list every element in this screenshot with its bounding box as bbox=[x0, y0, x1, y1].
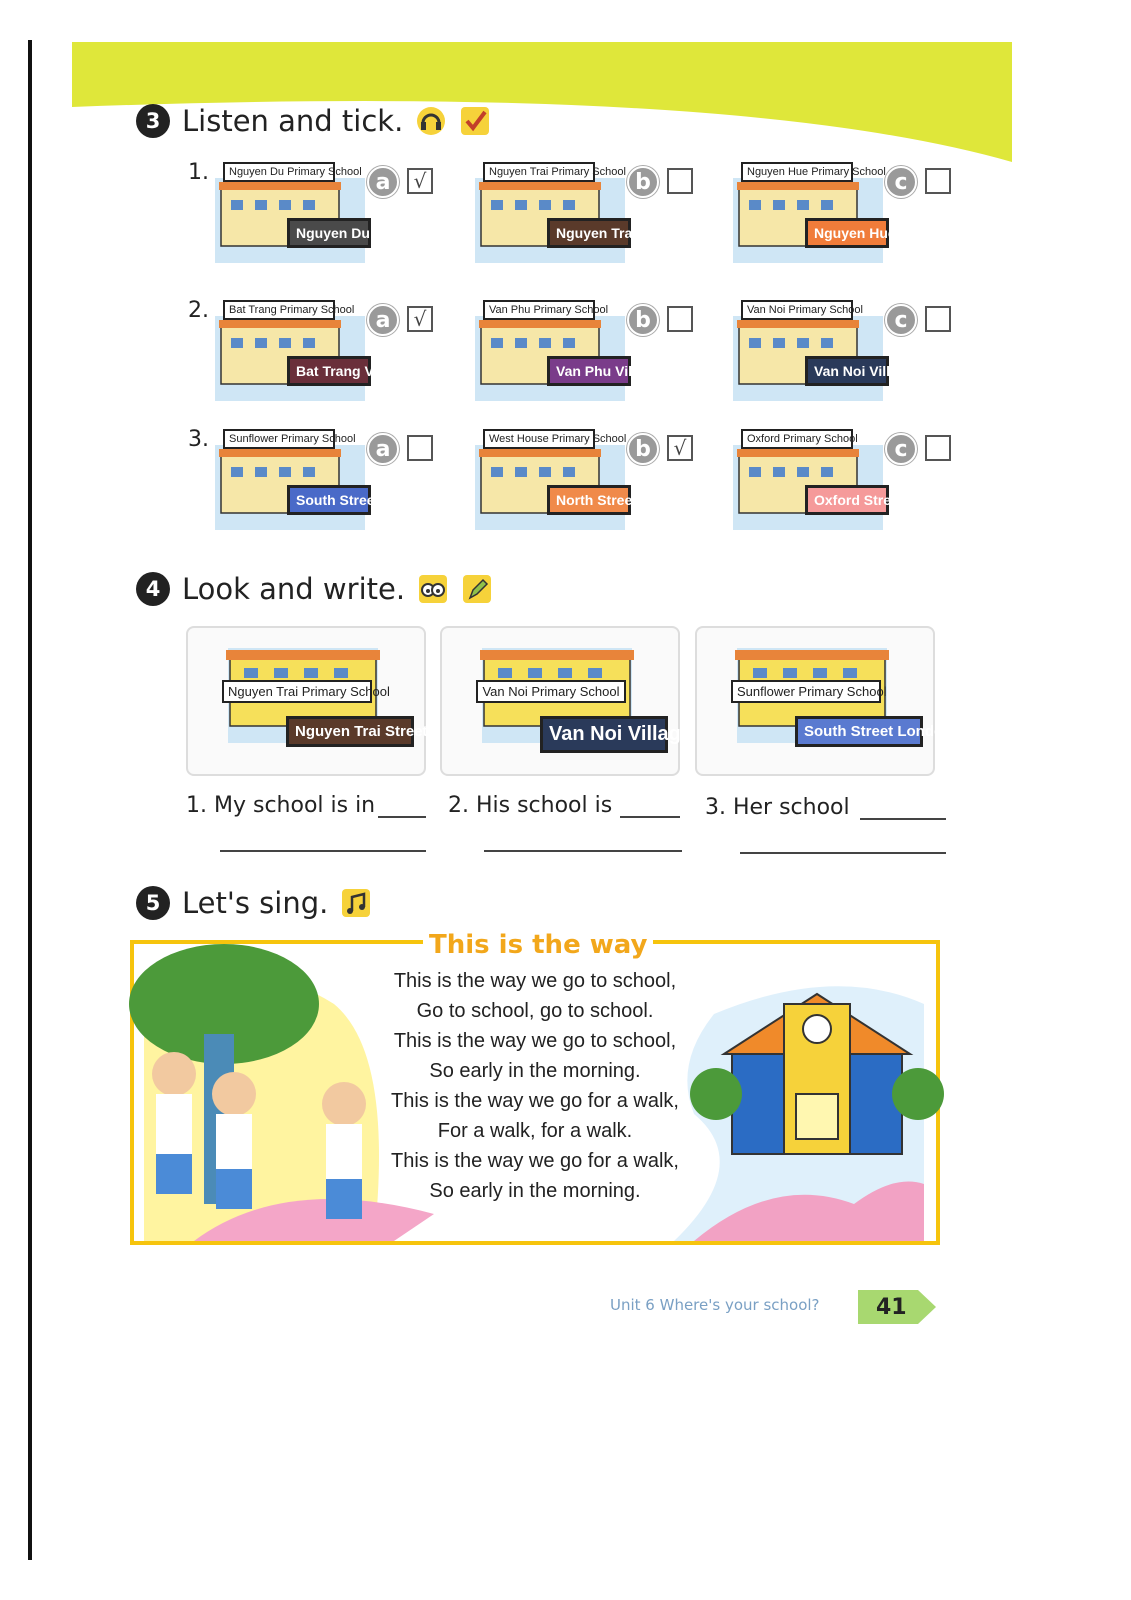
song-title: This is the way bbox=[423, 930, 653, 960]
answer-blank-1b[interactable] bbox=[220, 850, 426, 852]
option-label: b bbox=[627, 304, 659, 336]
lyric-line: This is the way we go to school, bbox=[393, 1030, 677, 1052]
option-label: a bbox=[367, 433, 399, 465]
song-lyrics bbox=[360, 966, 710, 1206]
lyric-line: This is the way we go to school, bbox=[393, 970, 677, 992]
school-name-sign: Nguyen Trai Primary School bbox=[483, 162, 595, 182]
school-name-sign: Oxford Primary School bbox=[741, 429, 853, 449]
tick-checkbox[interactable] bbox=[925, 435, 951, 461]
tick-checkbox[interactable]: √ bbox=[667, 435, 693, 461]
pencil-icon bbox=[461, 573, 493, 605]
school-name-sign: Sunflower Primary School bbox=[223, 429, 335, 449]
lyric-line: So early in the morning. bbox=[429, 1180, 641, 1202]
row-number: 2. bbox=[188, 298, 209, 323]
lyric-line: Go to school, go to school. bbox=[416, 1000, 654, 1022]
school-name-sign: Van Noi Primary School bbox=[741, 300, 853, 320]
lyric-line: This is the way we go for a walk, bbox=[391, 1090, 679, 1112]
write-prompt-1: 1. My school is in bbox=[186, 793, 376, 818]
school-name-sign: Bat Trang Primary School bbox=[223, 300, 335, 320]
section-number: 3 bbox=[136, 104, 170, 138]
answer-blank-2b[interactable] bbox=[484, 850, 682, 852]
school-name-sign: Sunflower Primary School bbox=[731, 680, 881, 703]
section-title: Let's sing. bbox=[182, 886, 329, 920]
footer-unit-title: Unit 6 Where's your school? bbox=[610, 1296, 820, 1314]
pencil-tick-icon bbox=[459, 105, 491, 137]
option-label: c bbox=[885, 304, 917, 336]
tick-checkbox[interactable]: √ bbox=[407, 306, 433, 332]
school-name-sign: West House Primary School bbox=[483, 429, 595, 449]
section-4-heading bbox=[136, 572, 493, 606]
street-sign: Oxford Street London bbox=[805, 485, 889, 515]
option-label: b bbox=[627, 166, 659, 198]
street-sign: Bat Trang Village bbox=[287, 356, 371, 386]
school-name-sign: Nguyen Du Primary School bbox=[223, 162, 335, 182]
street-sign: Nguyen Trai Street bbox=[547, 218, 631, 248]
row-number: 3. bbox=[188, 427, 209, 452]
street-sign: Nguyen Trai Street bbox=[286, 716, 414, 747]
street-sign: Van Noi Village bbox=[540, 716, 668, 753]
lyric-line: This is the way we go for a walk, bbox=[391, 1150, 679, 1172]
section-number: 5 bbox=[136, 886, 170, 920]
page-edge bbox=[28, 40, 32, 1560]
option-label: c bbox=[885, 433, 917, 465]
answer-blank-3a[interactable] bbox=[860, 818, 946, 820]
street-sign: North Street London bbox=[547, 485, 631, 515]
street-sign: Nguyen Du Street bbox=[287, 218, 371, 248]
street-sign: South Street London bbox=[287, 485, 371, 515]
lyric-line: For a walk, for a walk. bbox=[437, 1120, 633, 1142]
street-sign: Van Noi Village bbox=[805, 356, 889, 386]
lyric-line: So early in the morning. bbox=[429, 1060, 641, 1082]
option-label: a bbox=[367, 304, 399, 336]
answer-blank-1a[interactable] bbox=[378, 816, 426, 818]
school-name-sign: Van Phu Primary School bbox=[483, 300, 595, 320]
answer-blank-2a[interactable] bbox=[620, 816, 680, 818]
school-name-sign: Nguyen Hue Primary School bbox=[741, 162, 853, 182]
option-label: b bbox=[627, 433, 659, 465]
option-label: a bbox=[367, 166, 399, 198]
option-label: c bbox=[885, 166, 917, 198]
street-sign: Van Phu Village bbox=[547, 356, 631, 386]
street-sign: Nguyen Hue Street bbox=[805, 218, 889, 248]
page-number: 41 bbox=[876, 1294, 907, 1320]
write-prompt-2: 2. His school is bbox=[448, 793, 613, 818]
tick-checkbox[interactable] bbox=[407, 435, 433, 461]
school-name-sign: Nguyen Trai Primary School bbox=[222, 680, 372, 703]
section-title: Listen and tick. bbox=[182, 104, 404, 138]
tick-checkbox[interactable] bbox=[667, 306, 693, 332]
answer-blank-3b[interactable] bbox=[740, 852, 946, 854]
section-5-heading bbox=[136, 886, 372, 920]
section-title: Look and write. bbox=[182, 572, 406, 606]
tick-checkbox[interactable]: √ bbox=[407, 168, 433, 194]
eyes-icon bbox=[417, 573, 449, 605]
tick-checkbox[interactable] bbox=[925, 168, 951, 194]
write-prompt-3: 3. Her school bbox=[705, 795, 850, 820]
music-note-icon bbox=[340, 887, 372, 919]
row-number: 1. bbox=[188, 160, 209, 185]
section-3-heading bbox=[136, 104, 491, 138]
section-number: 4 bbox=[136, 572, 170, 606]
headphones-icon bbox=[415, 105, 447, 137]
tick-checkbox[interactable] bbox=[925, 306, 951, 332]
tick-checkbox[interactable] bbox=[667, 168, 693, 194]
school-name-sign: Van Noi Primary School bbox=[476, 680, 626, 703]
street-sign: South Street London bbox=[795, 716, 923, 747]
